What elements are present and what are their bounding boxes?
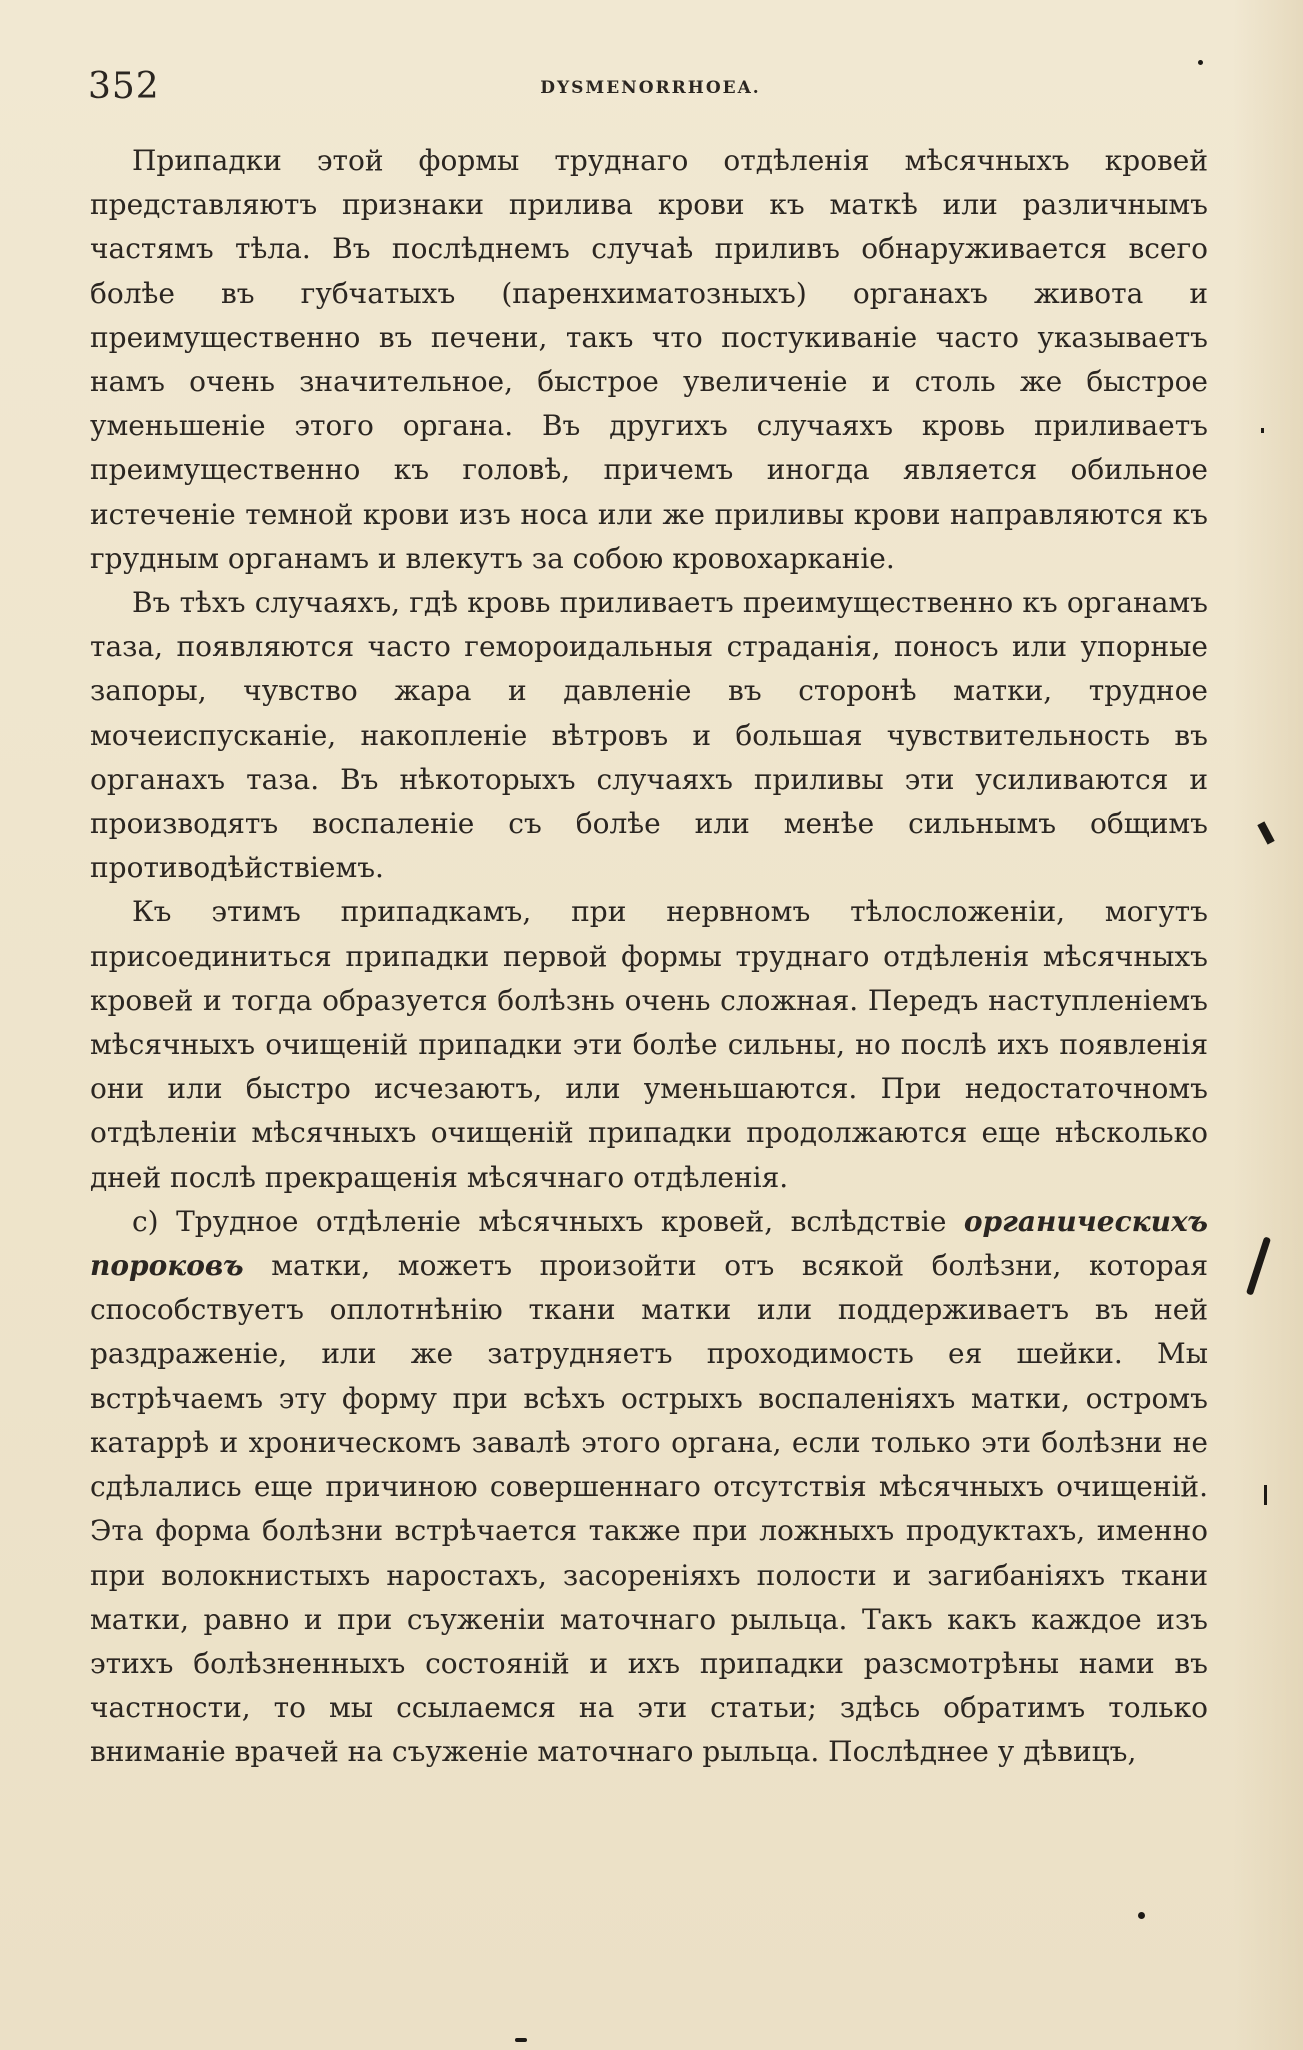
- page-edge-shadow: [1233, 0, 1303, 2050]
- paragraph-organic-defects: [90, 1200, 1208, 1775]
- running-title: DYSMENORRHOEA.: [540, 78, 761, 98]
- margin-pencil-mark: [1246, 1236, 1271, 1295]
- paragraph-nervous-constitution: Къ этимъ припадкамъ, при нервномъ тѣлосложеніи, могутъ присоединиться припадки первой формы труднаго отдѣленія мѣсячныхъ кровей и тогда образуется болѣзнь очень сложная. Передъ наступленіемъ мѣсячныхъ очищеній припадки эти болѣе сильны, но послѣ ихъ появленія они или быстро исчезаютъ, или уменьшаются. При недостаточномъ отдѣленіи мѣсячныхъ очищеній припадки продолжаются еще нѣсколько дней послѣ прекращенія мѣсячнаго отдѣленія.: [90, 895, 1208, 1194]
- paragraph-pelvic-congestion: Въ тѣхъ случаяхъ, гдѣ кровь приливаетъ преимущественно къ органамъ таза, появляются часто гемороидальныя страданія, поносъ или упорные запоры, чувство жара и давленіе въ сторонѣ матки, трудное мочеиспусканіе, накопленіе вѣтровъ и большая чувствительность въ органахъ таза. Въ нѣкоторыхъ случаяхъ приливы эти усиливаются и производятъ воспаленіе съ болѣе или менѣе сильнымъ общимъ противодѣйствіемъ.: [90, 586, 1208, 885]
- page-number: 352: [88, 66, 160, 107]
- emphasis-organic-defects: органическихъ пороковъ: [90, 1204, 1208, 1283]
- running-head: [88, 66, 1213, 114]
- paragraph-organic-defects-lead: c) Трудное отдѣленіе мѣсячныхъ кровей, вслѣдствіе: [132, 1204, 964, 1238]
- ink-speck: [1261, 428, 1264, 433]
- paragraph-symptoms: Припадки этой формы труднаго отдѣленія мѣсячныхъ кровей представляютъ признаки прилива крови къ маткѣ или различнымъ частямъ тѣла. Въ послѣднемъ случаѣ приливъ обнаруживается всего болѣе въ губчатыхъ (паренхиматозныхъ) органахъ живота и преимущественно въ печени, такъ что постукиваніе часто указываетъ намъ очень значительное, быстрое увеличеніе и столь же быстрое уменьшеніе этого органа. Въ другихъ случаяхъ кровь приливаетъ преимущественно къ головѣ, причемъ иногда является обильное истеченіе темной крови изъ носа или же приливы крови направляются къ грудным органамъ и влекутъ за собою кровохарканіе.: [90, 144, 1208, 575]
- ink-speck: [1257, 821, 1274, 844]
- ink-speck: [515, 2038, 527, 2042]
- ink-speck: [1264, 1485, 1267, 1505]
- ink-speck: [1198, 60, 1203, 65]
- body-text: [90, 139, 1208, 1775]
- ink-speck: [1138, 1912, 1145, 1919]
- paragraph-organic-defects-rest: матки, можетъ произойти отъ всякой болѣзни, которая способствуетъ оплотнѣнію ткани матки или поддерживаетъ въ ней раздраженіе, или же затрудняетъ проходимость ея шейки. Мы встрѣчаемъ эту форму при всѣхъ острыхъ воспаленіяхъ матки, остромъ катаррѣ и хроническомъ завалѣ этого органа, если только эти болѣзни не сдѣлались еще причиною совершеннаго отсутствія мѣсячныхъ очищеній. Эта форма болѣзни встрѣчается также при ложныхъ продуктахъ, именно при волокнистыхъ наростахъ, засореніяхъ полости и загибаніяхъ ткани матки, равно и при съуженіи маточнаго рыльца. Такъ какъ каждое изъ этихъ болѣзненныхъ состояній и ихъ припадки разсмотрѣны нами въ частности, то мы ссылаемся на эти статьи; здѣсь обратимъ только вниманіе врачей на съуженіе маточнаго рыльца. Послѣднее у дѣвицъ,: [90, 1249, 1208, 1769]
